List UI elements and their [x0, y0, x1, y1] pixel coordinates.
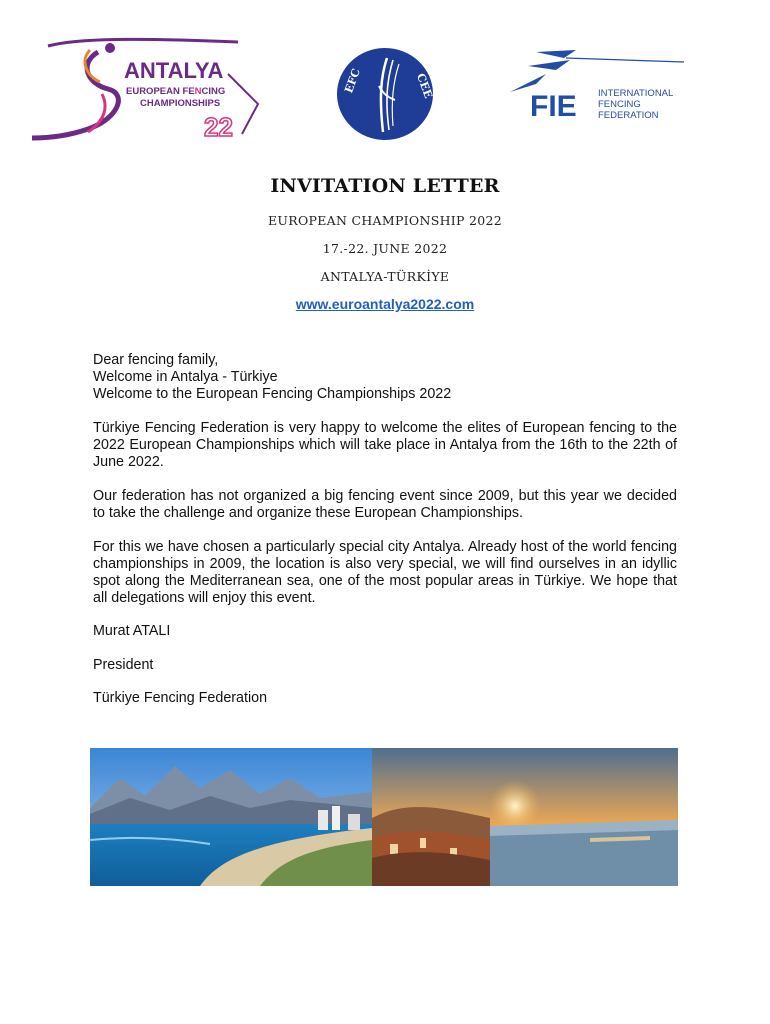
fie-logo-line1: INTERNATIONAL — [598, 88, 674, 99]
greeting-block — [93, 352, 677, 403]
antalya-logo-year: 22 — [204, 112, 233, 142]
antalya-harbour-sunset-photo — [372, 748, 678, 886]
antalya-logo-subtitle: EUROPEAN FENCING — [126, 86, 226, 97]
paragraph-federation: Our federation has not organized a big fencing event since 2009, but this year we decided to take the challenge and organize these European Championships. — [93, 488, 677, 521]
efc-logo-left-text: EFC — [342, 66, 363, 95]
fie-logo — [506, 44, 686, 124]
letter-title: INVITATION LETTER — [270, 175, 500, 197]
efc-logo — [333, 46, 437, 142]
antalya-logo-subtitle-2: CHAMPIONSHIPS — [140, 98, 221, 109]
event-location: ANTALYA-TÜRKİYE — [320, 269, 450, 284]
signature-name: Murat ATALI — [93, 623, 171, 639]
website-link[interactable]: www.euroantalya2022.com — [295, 296, 475, 312]
paragraph-antalya: For this we have chosen a particularly special city Antalya. Already host of the world fencing championships in 2009, the location is also very special, we will find ourselves in an idyllic spot along the Mediterranean sea, one of the most popular areas in Türkiye. We hope that all delegations will enjoy this event. — [93, 539, 677, 606]
fie-logo-line2: FENCING — [598, 99, 641, 110]
event-dates: 17.-22. JUNE 2022 — [322, 241, 448, 256]
greeting-line: Welcome to the European Fencing Championships 2022 — [93, 386, 452, 402]
antalya-photo-strip — [90, 748, 678, 886]
event-name: EUROPEAN CHAMPIONSHIP 2022 — [267, 213, 502, 228]
paragraph-welcome: Türkiye Fencing Federation is very happy to welcome the elites of European fencing to the 2022 European Championships which will take place in Antalya from the 16th to the 22th of June 2022. — [93, 420, 677, 470]
signature-organization: Türkiye Fencing Federation — [93, 690, 268, 706]
fie-logo-abbr: FIE — [530, 90, 577, 123]
greeting-line: Welcome in Antalya - Türkiye — [93, 369, 278, 385]
fie-logo-line3: FEDERATION — [598, 110, 659, 121]
antalya-beach-mountains-photo — [90, 748, 372, 886]
efc-logo-right-text: CEE — [413, 71, 435, 101]
antalya-logo-title: ANTALYA — [124, 58, 224, 83]
greeting-line: Dear fencing family, — [93, 352, 219, 368]
antalya-championship-logo — [28, 34, 268, 144]
signature-title: President — [93, 657, 154, 673]
